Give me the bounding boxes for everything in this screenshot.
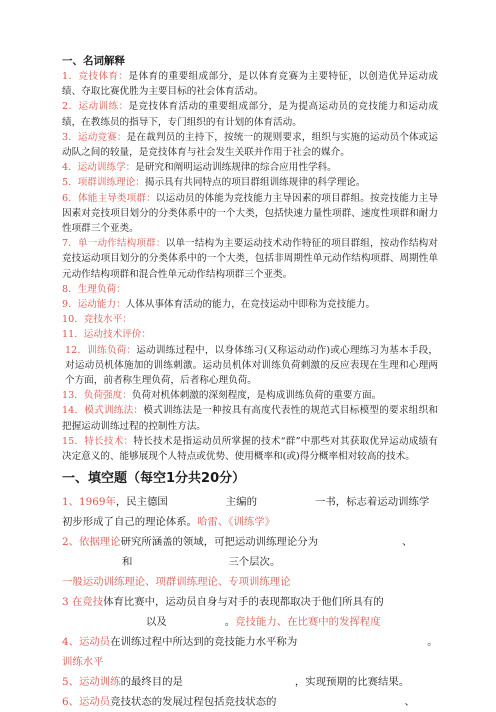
term-definition — [62, 69, 438, 99]
q2-text-b: 三个层次。 — [228, 556, 281, 569]
q2-text-a: 研究所涵盖的领域，可把运动训练理论分为 — [120, 536, 318, 549]
term-label: 8．生理负荷： — [62, 283, 126, 295]
q6-text-b: 、 — [404, 696, 415, 709]
term-label: 14．模式训练法： — [62, 405, 144, 417]
term-label: 9．运动能力： — [62, 299, 126, 311]
q2-answer: 一般运动训练理论、项群训练理论、专项训练理论 — [62, 576, 291, 589]
term-label: 7．单一动作结构项群： — [62, 238, 166, 250]
question-4 — [62, 632, 438, 672]
term-label: 5．项群训练理论： — [62, 177, 145, 189]
term-label: 6．体能主导类项群： — [62, 192, 156, 204]
term-definition — [62, 297, 438, 312]
term-label: 10．竞技水平： — [62, 314, 132, 326]
q2-and: 和 — [122, 556, 133, 569]
q6-text-a: 竞技状态的发展过程包括竞技状态的 — [110, 696, 277, 709]
term-text: 运动训练过程中，以身体练习(又称运动动作)或心理练习为基本手段，对运动员机体施加的训练刺激。运动员机体对训练负荷刺激的反应表现在生理和心理两个方面，前者称生理负荷，后者称心理负荷。 — [65, 344, 438, 387]
document-page — [62, 54, 438, 712]
term-definition — [62, 191, 438, 237]
q1-text-a: ，民主德国 — [115, 496, 168, 509]
term-text: 模式训练法是一种按具有高度代表性的规范式目标模型的要求组织和把握运动训练过程的控制性方法。 — [62, 405, 438, 432]
term-definition — [62, 388, 438, 403]
term-label: 4．运动训练学： — [62, 162, 136, 174]
term-definition — [62, 236, 438, 282]
q3-answer: 竞技能力、在比赛中的发挥程度 — [235, 616, 381, 629]
q3-text-a: 体育比赛中，运动员自身与对手的表现都取决于他们所具有的 — [103, 596, 384, 609]
q3-text-b: 。 — [224, 616, 236, 629]
term-label: 12．训练负荷： — [65, 344, 137, 356]
term-definition — [62, 175, 438, 190]
term-list — [62, 69, 438, 464]
term-text: 负荷对机体刺激的深刻程度，是构成训练负荷的重要方面。 — [131, 390, 382, 402]
term-text: 以单一结构为主要运动技术动作特征的项目群组，按动作结构对竞技运动项目划分的分类体系中的一个大类，包括非周期性单元动作结构项群、周期性单元动作结构项群和混合性单元动作结构项群三个亚类。 — [62, 238, 439, 280]
term-definition — [62, 312, 438, 327]
question-5 — [62, 672, 438, 692]
term-definition — [62, 343, 438, 389]
question-3 — [62, 592, 438, 632]
question-2 — [62, 532, 438, 592]
term-text: 揭示具有共同特点的项目群组训练规律的科学理论。 — [144, 177, 366, 189]
q3-prefix: 3 在竞技 — [62, 596, 104, 609]
q1-text-b: 主编的 — [225, 496, 257, 509]
term-definition — [62, 130, 438, 160]
question-6 — [62, 692, 438, 712]
q1-text-c: 一书，标志着运动训练学初步形成了自己的理论体系。 — [62, 496, 430, 529]
term-text: 是竞技体育活动的重要组成部分，是为提高运动员的竞技能力和运动成绩，在教练员的指导下，专门组织的有计划的体育活动。 — [62, 101, 439, 128]
q4-text-a: 在训练过程中所达到的竞技能力水平称为 — [110, 636, 298, 649]
term-definition — [62, 434, 438, 464]
term-text: 特长技术是指运动员所掌握的技术“群”中那些对其获取优异运动成绩有决定意义的、能够展现个人特点或优势、使用概率和(或)得分概率相对较高的技术。 — [62, 435, 438, 463]
term-definition — [62, 160, 438, 175]
term-text: 是在裁判员的主持下，按统一的规则要求，组织与实施的运动员个体或运动队之间的较量，是竞技体育与社会发生关联并作用于社会的媒介。 — [62, 131, 439, 159]
term-label: 1．竞技体育： — [62, 71, 129, 82]
q5-prefix: 5、运动训练 — [62, 676, 121, 689]
q4-prefix: 4、运动员 — [62, 636, 111, 649]
question-1 — [62, 492, 438, 532]
q4-answer: 训练水平 — [62, 656, 104, 669]
term-definition — [62, 282, 438, 297]
term-label: 11．运动技术评价： — [62, 329, 151, 341]
term-definition — [62, 327, 438, 342]
section-title: 一、名词解释 — [62, 55, 125, 67]
term-text: 人体从事体育活动的能力，在竞技运动中即称为竞技能力。 — [125, 299, 376, 311]
q2-prefix: 2、依据理论 — [62, 536, 121, 549]
term-definition — [62, 99, 438, 129]
term-label: 2．运动训练： — [62, 101, 129, 113]
q1-prefix: 1、1969年 — [62, 496, 116, 509]
term-label: 13．负荷强度： — [62, 390, 132, 402]
q6-prefix: 6、运动员 — [62, 696, 111, 709]
q4-text-b: 。 — [427, 636, 438, 649]
q5-text-a: 的最终目的是 — [120, 676, 183, 689]
term-label: 15．特长技术： — [62, 435, 134, 447]
term-text: 是体育的重要组成部分，是以体育竞赛为主要特征，以创造优异运动成绩、夺取比赛优胜为主要目标的社会体育活动。 — [62, 71, 439, 98]
q3-and: 以及 — [146, 616, 167, 629]
q2-sep: 、 — [402, 536, 413, 549]
term-definition — [62, 403, 438, 433]
section-title: 一、填空题（每空1分共20分） — [62, 471, 246, 487]
term-text: 是研究和阐明运动训练规律的综合应用性学科。 — [135, 162, 337, 174]
term-text: 以运动员的体能为竞技能力主导因素的项目群组。按竞技能力主导因素对竞技项目划分的分类体系中的一个大类，包括快速力量性项群、速度性项群和耐力性项群三个亚类。 — [62, 192, 439, 235]
term-label: 3．运动竞赛： — [62, 131, 127, 143]
q1-answer: 哈雷、《训练学》 — [197, 516, 276, 529]
q5-text-b: ，实现预期的比赛结果。 — [294, 676, 410, 689]
